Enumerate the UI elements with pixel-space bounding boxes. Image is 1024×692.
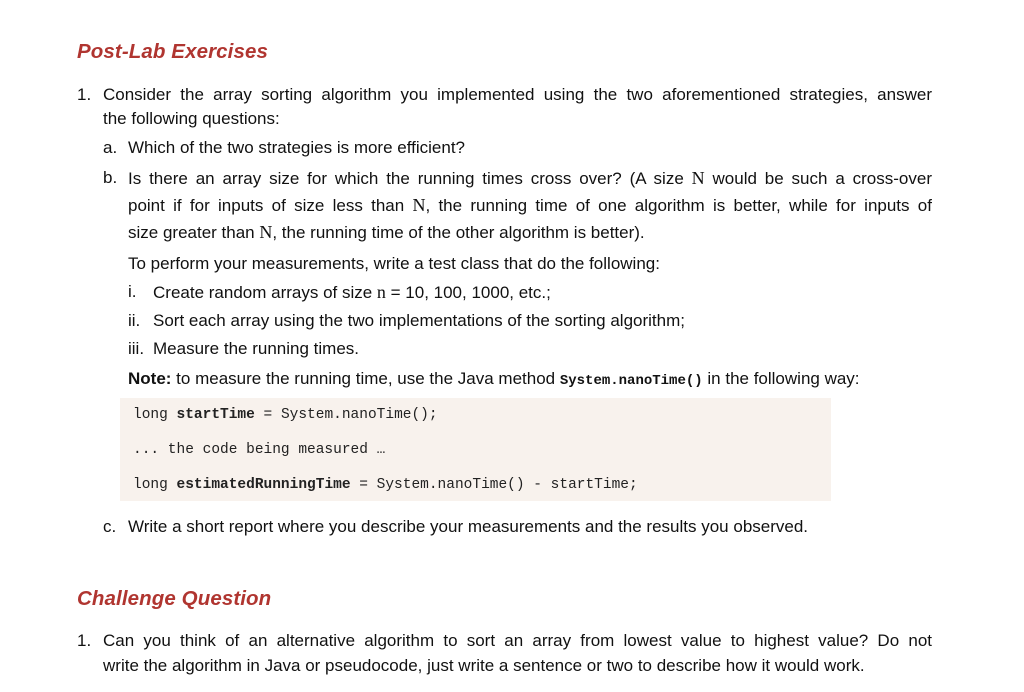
- item-c-text: Write a short report where you describe your measurements and the results you observed.: [128, 517, 809, 536]
- code-line-3-keyword: long: [133, 477, 177, 493]
- item-b-line-1-post: would be such a cross-over: [704, 169, 932, 188]
- note-line: [128, 368, 860, 392]
- note-inline-code: System.nanoTime(): [559, 373, 703, 389]
- step-i-text: [153, 281, 551, 304]
- item-b-line-2: [128, 194, 932, 217]
- item-b-line-3: [128, 221, 645, 244]
- variable-n-3: N: [259, 222, 273, 242]
- step-ii-text: Sort each array using the two implementations of the sorting algorithm;: [153, 311, 685, 330]
- measurement-intro: To perform your measurements, write a test class that do the following:: [128, 254, 660, 273]
- code-block: [120, 398, 831, 501]
- challenge-heading: Challenge Question: [77, 587, 272, 610]
- note-pre: to measure the running time, use the Java method: [171, 369, 560, 388]
- variable-n-2: N: [412, 195, 426, 215]
- item-b-label: b.: [103, 168, 118, 187]
- item-b-line-2-post: , the running time of one algorithm is better, while for inputs of: [425, 196, 932, 215]
- step-i-label: i.: [128, 282, 137, 301]
- note-label: Note:: [128, 369, 172, 388]
- variable-lower-n: n: [376, 282, 386, 302]
- variable-n-1: N: [691, 168, 705, 188]
- code-line-3-rest: = System.nanoTime() - startTime;: [350, 477, 638, 493]
- item-b-line-2-pre: point if for inputs of size less than: [128, 196, 413, 215]
- challenge-1-line-2: write the algorithm in Java or pseudocode, just write a sentence or two to describe how it would work.: [103, 656, 865, 675]
- item-c-label: c.: [103, 517, 117, 536]
- question-1-number: 1.: [77, 85, 92, 104]
- code-line-1-variable: startTime: [176, 407, 255, 423]
- item-a-text: Which of the two strategies is more efficient?: [128, 138, 466, 157]
- item-b-line-1-pre: Is there an array size for which the running times cross over? (A size: [128, 169, 692, 188]
- code-line-2: ... the code being measured …: [133, 442, 386, 458]
- code-line-1: [133, 407, 438, 423]
- item-b-line-3-post: , the running time of the other algorithm is better).: [272, 223, 645, 242]
- challenge-1-number: 1.: [77, 631, 92, 650]
- step-i-pre: Create random arrays of size: [153, 283, 377, 302]
- challenge-1-line-1: Can you think of an alternative algorithm to sort an array from lowest value to highest value? Do not: [103, 631, 932, 650]
- code-line-3-variable: estimatedRunningTime: [176, 477, 351, 493]
- question-1-line-1: Consider the array sorting algorithm you implemented using the two aforementioned strategies, answer: [103, 85, 932, 104]
- step-iii-label: iii.: [128, 339, 145, 358]
- item-b-line-3-pre: size greater than: [128, 223, 260, 242]
- code-line-1-keyword: long: [133, 407, 177, 423]
- item-a-label: a.: [103, 138, 118, 157]
- step-i-post: = 10, 100, 1000, etc.;: [385, 283, 551, 302]
- note-post: in the following way:: [702, 369, 860, 388]
- item-b-line-1: [128, 167, 932, 190]
- step-ii-label: ii.: [128, 311, 141, 330]
- post-lab-heading: Post-Lab Exercises: [77, 40, 268, 63]
- code-line-1-rest: = System.nanoTime();: [254, 407, 438, 423]
- question-1-line-2: the following questions:: [103, 109, 280, 128]
- code-line-3: [133, 477, 638, 493]
- step-iii-text: Measure the running times.: [153, 339, 359, 358]
